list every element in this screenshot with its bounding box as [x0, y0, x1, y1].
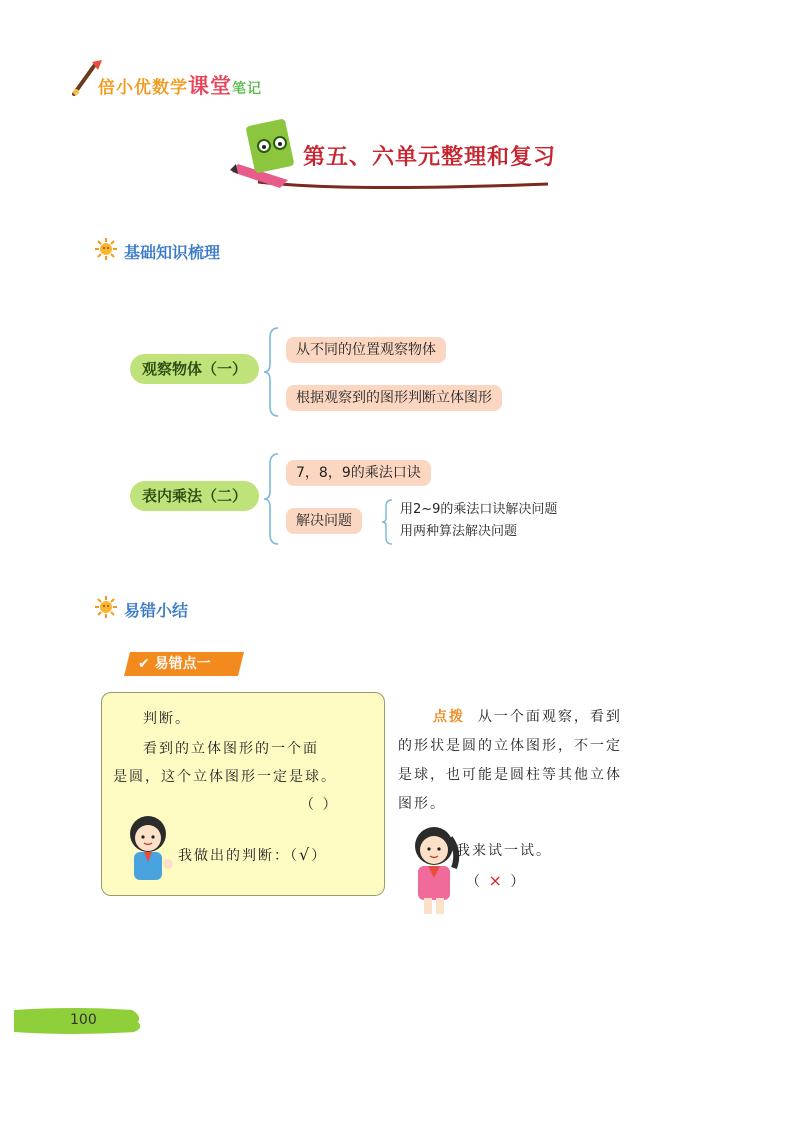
topic-multiplication: 表内乘法（二）	[130, 481, 259, 511]
page-number: 100	[70, 1012, 97, 1028]
series-title-part2: 课堂	[188, 74, 232, 98]
mistake-tag-label: 易错点一	[154, 656, 211, 672]
tip-line: 是球，也可能是圆柱等其他立体	[398, 767, 622, 783]
topic-observe-objects: 观察物体（一）	[130, 354, 259, 384]
try-open: （	[466, 874, 482, 890]
tip-line-1	[433, 702, 622, 732]
question-line: 是圆，这个立体图形一定是球。	[113, 769, 337, 785]
my-judgement	[178, 840, 327, 871]
section-title-mistakes: 易错小结	[124, 601, 189, 620]
check-mark-icon: √	[299, 845, 312, 864]
unit-title: 第五、六单元整理和复习	[303, 145, 557, 170]
observe-item: 根据观察到的图形判断立体图形	[286, 385, 502, 411]
try-close: ）	[510, 874, 527, 890]
series-title-part3: 笔记	[232, 81, 262, 97]
girl-character-icon	[122, 812, 178, 886]
question-line: 看到的立体图形的一个面	[143, 741, 319, 757]
question-line: 判断。	[143, 711, 191, 727]
series-title	[98, 70, 262, 100]
brace-icon	[262, 452, 282, 546]
series-title-part1: 倍小优数学	[98, 78, 188, 98]
section-title-basics: 基础知识梳理	[124, 243, 221, 262]
multiplication-item: 7，8，9的乘法口诀	[286, 460, 431, 486]
try-prompt: 我来试一试。	[456, 843, 552, 859]
girl-character-icon	[404, 822, 464, 918]
try-answer	[466, 866, 526, 897]
answer-blank: （ ）	[300, 797, 339, 813]
brace-icon	[380, 498, 394, 546]
sub-item: 用两种算法解决问题	[400, 524, 518, 539]
tip-line: 的形状是圆的立体图形，不一定	[398, 738, 622, 754]
sub-item: 用2~9的乘法口诀解决问题	[400, 502, 558, 517]
tip-label: 点拨	[433, 709, 465, 725]
multiplication-item: 解决问题	[286, 508, 362, 534]
sun-icon	[94, 237, 118, 261]
check-icon: ✔	[138, 656, 155, 672]
brace-icon	[262, 326, 282, 418]
observe-item: 从不同的位置观察物体	[286, 337, 446, 363]
tip-text: 从一个面观察，看到	[477, 709, 622, 725]
cross-mark-icon: ×	[488, 871, 504, 890]
sun-icon	[94, 595, 118, 619]
tip-line: 图形。	[398, 796, 446, 812]
my-judgement-close: ）	[311, 848, 328, 864]
mistake-tag	[138, 653, 211, 673]
my-judgement-label: 我做出的判断：（	[178, 848, 299, 864]
